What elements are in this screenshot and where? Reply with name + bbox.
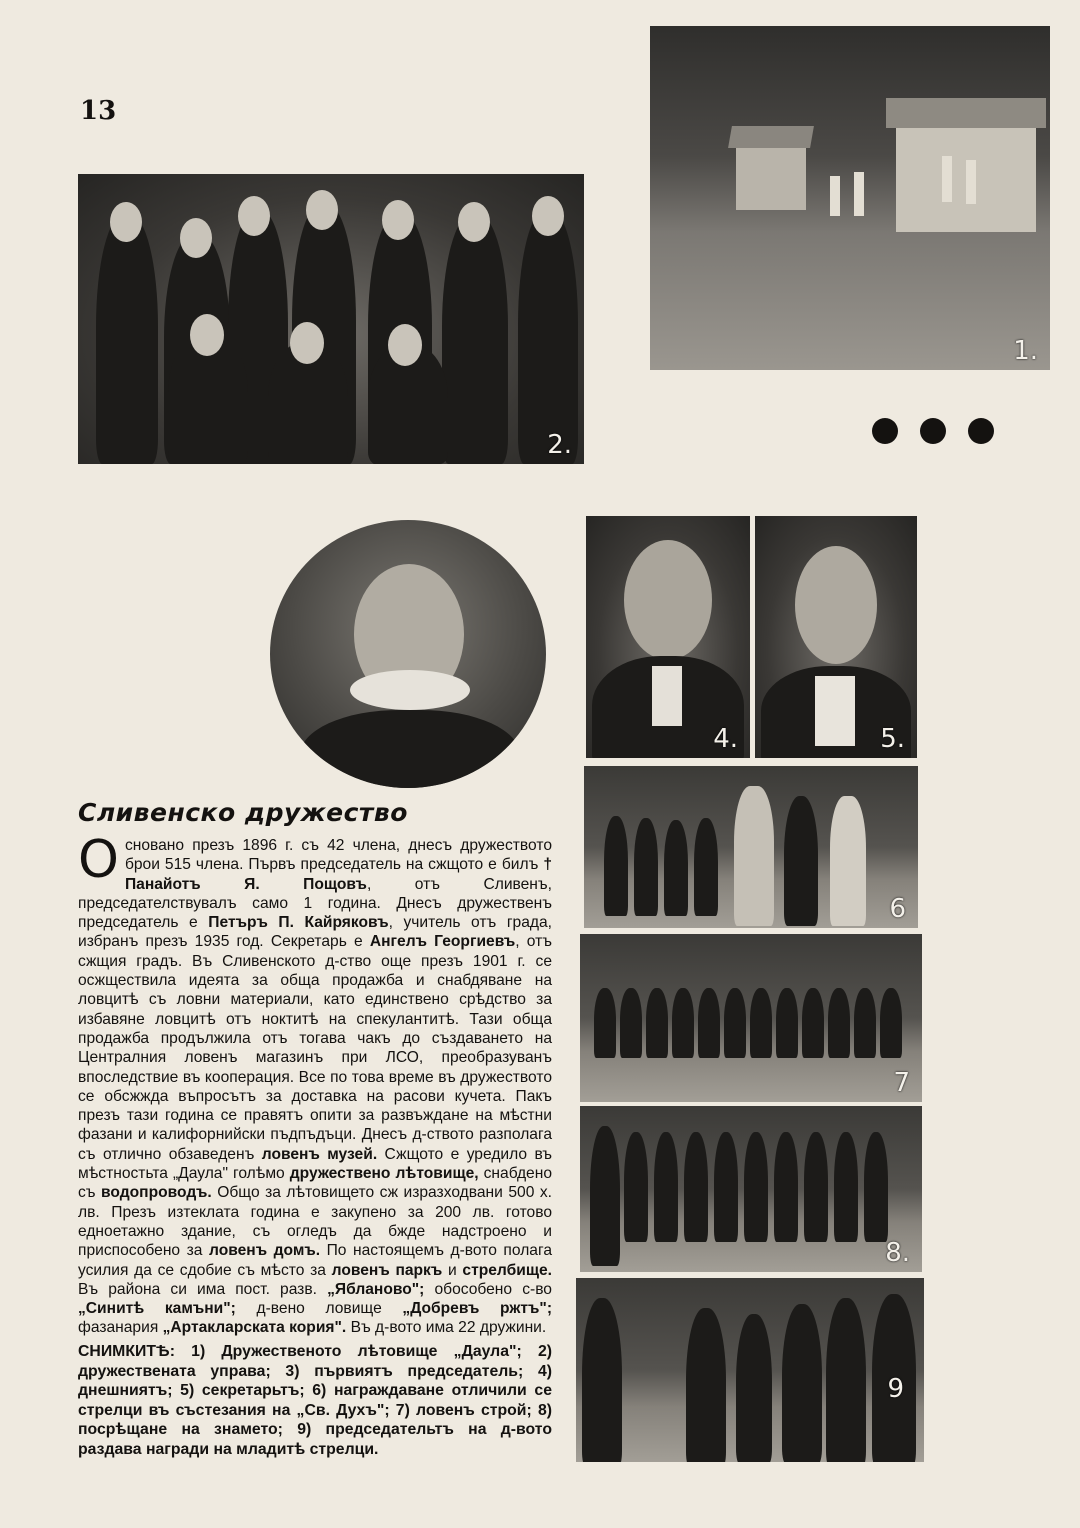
photo-label: 4. xyxy=(713,724,738,754)
dot xyxy=(968,418,994,444)
dot xyxy=(872,418,898,444)
photo-management-group xyxy=(78,174,584,464)
dot xyxy=(920,418,946,444)
photo-label: 5. xyxy=(880,724,905,754)
photo-hunters-formation xyxy=(580,934,922,1102)
photo-shooters-award xyxy=(584,766,918,928)
drop-cap: О xyxy=(78,830,119,890)
photo-label: 3. xyxy=(270,520,282,537)
photo-label: 9 xyxy=(887,1374,904,1404)
photo-label: 6 xyxy=(889,894,906,924)
article-title: Сливенско дружество xyxy=(78,798,408,827)
photo-label: 1. xyxy=(1013,336,1038,366)
article-body: Основано презъ 1896 г. съ 42 члена, днесъ дружеството брои 515 члена. Първъ председатель на сжщото е билъ † Панайотъ Я. Пощовъ, отъ Сливенъ, председателствувалъ само 1 година. Днесъ дружественъ председатель е Петъръ П. Кайряковъ, учитель отъ града, избранъ презъ 1935 год. Секретарь е Ангелъ Георгиевъ, отъ сжщия градъ. Въ Сливенското д-ство още презъ 1901 г. се осжществила идеята за обща продажба и снабдяване на ловцитѣ съ ловни материали, като единствено срѣдство за избавяне ловцитѣ отъ ноктитѣ на спекулантитѣ. Тази обща продажба продължила отъ тогава чакъ до създаването на Централния ловенъ магазинъ при ЛСО, преобразуванъ впоследствие въ кооперация. Все по това време въ дружеството се обсжжда въпросътъ за доставка на расови кучета. Пакъ презъ тази година се правятъ опити за развъждане на мѣстни фазани и калифорнийски пъдпъдъци. Днесъ д-ството разполага съ отлично обзаведенъ ловенъ музей. Сжщото е уредило въ мѣстностьта „Даула" голѣмо дружествено лѣтовище, снабдено съ водопроводъ. Общо за лѣтовището сж изразходвани 500 х. лв. Презъ изтеклата година е закупено за 200 лв. готово едноетажно здание, съ огледъ да бжде надстроено и приспособено за ловенъ домъ. По настоящемъ д-вото полага усилия да се сдобие съ мѣсто за ловенъ паркъ и стрелбище. Въ района си има пост. разв. „Ябланово"; обособено с-во „Синитѣ камъни"; д-вено ловище „Добревъ ржтъ"; фазанария „Артакларската кория". Въ д-вото има 22 дружини. xyxy=(78,830,553,1337)
photo-label: 8. xyxy=(885,1238,910,1268)
page-number: 13 xyxy=(80,96,117,126)
photo-captions: СНИМКИТѢ: 1) Дружественото лѣтовище „Даула"; 2) дружествената управа; 3) първиятъ председатель; 4) днешниятъ; 5) секретарьтъ; 6) награждаване отличили се стрелци въ състезания на „Св. Духъ"; 7) ловенъ строй; 8) посрѣщане на знамето; 9) председательтъ на д-вото раздава награди на младитѣ стрелци. xyxy=(78,1343,552,1458)
photo-current-chairman xyxy=(586,516,750,758)
photo-summer-camp xyxy=(650,26,1050,370)
ornament-dots xyxy=(872,418,994,444)
photo-label: 2. xyxy=(547,430,572,460)
photo-label: 7 xyxy=(893,1068,910,1098)
photo-flag-welcome xyxy=(580,1106,922,1272)
photo-secretary xyxy=(755,516,917,758)
photo-prizes-young-shooters xyxy=(576,1278,924,1462)
photo-first-chairman xyxy=(270,520,546,788)
